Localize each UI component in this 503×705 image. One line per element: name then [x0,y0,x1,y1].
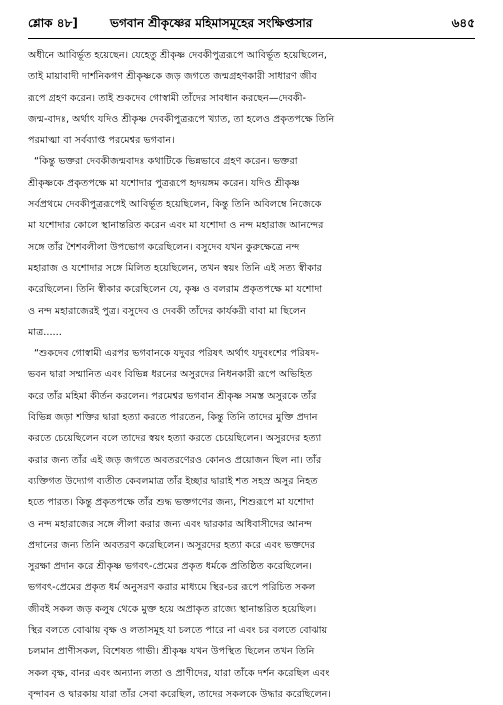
text-line: তাই মায়াবাদী দার্শনিকগণ শ্রীকৃষ্ণকে জড় জগতে জন্মগ্রহণকারী সাধারণ জীব [28,71,317,83]
text-line: সঙ্গে তাঁর শৈশবলীলা উপভোগ করেছিলেন। বসুদেব যখন কুরুক্ষেত্রে নন্দ [28,241,300,253]
text-line: বিভিন্ন জড়া শক্তির দ্বারা হত্যা করতে পারতেন, কিন্তু তিনি তাদের মুক্তি প্রদান [28,412,318,424]
text-line: বৃন্দাবন ও দ্বারকায় যারা তাঁর সেবা করেছিল, তাদের সকলকে উদ্ধার করেছিলেন। [28,688,331,700]
text-line: করেছিলেন। তিনি স্বীকার করেছিলেন যে, কৃষ্ণ ও বলরাম প্রকৃতপক্ষে মা যশোদা [28,284,323,296]
text-line: পরমাত্মা বা সর্বব্যাপ্ত পরমেশ্বর ভগবান। [28,135,175,147]
text-line: সর্বপ্রথমে দেবকীপুত্ররূপেই আবির্ভূত হয়েছিলেন, কিন্তু তিনি অবিলম্বে নিজেকে [28,199,322,211]
header-divider [28,38,475,39]
text-line: জন্ম-বাদঃ, অর্থাৎ যদিও শ্রীকৃষ্ণ দেবকীপুত্ররূপে খ্যাত, তা হলেও প্রকৃতপক্ষে তিনি [28,113,335,125]
paragraph [28,343,475,705]
text-line: ও নন্দ মহারাজেরই পুত্র। বসুদেব ও দেবকী তাঁদের কার্যকরী বাবা মা ছিলেন [28,305,306,317]
text-line: চলমান প্রাণীসকল, বিশেষত গাভী। শ্রীকৃষ্ণ যখন উপস্থিত ছিলেন তখন তিনি [28,646,315,658]
text-line: ব্যক্তিগত উদ্যোগ ব্যতীত কেবলমাত্র তাঁর ইচ্ছার দ্বারাই শত সহস্র অসুর নিহত [28,475,318,487]
text-line: মা যশোদার কোলে স্থানান্তরিত করেন এবং মা যশোদা ও নন্দ মহারাজ আনন্দের [28,220,324,232]
text-line: করতে চেয়েছিলেন বলে তাদের স্বয়ং হত্যা করতে চেয়েছিলেন। অসুরদের হত্যা [28,433,322,445]
text-line: ভগবৎ-প্রেমের প্রকৃত ধর্ম অনুসরণ করার মাধ্যমে স্থির-চর রূপে পরিচিত সকল [28,582,316,594]
text-line: মাত্র...... [28,326,62,338]
text-line: হতে পারত। কিন্তু প্রকৃতপক্ষে তাঁর শুদ্ধ ভক্তগণের জন্য, শিশুরূপে মা যশোদা [28,497,315,509]
verse-reference: শ্লোক ৪৮] [28,16,78,30]
text-line: ও নন্দ মহারাজের সঙ্গে লীলা করার জন্য এবং দ্বারকার অধিবাসীদের আনন্দ [28,518,312,530]
page-header [28,12,475,34]
paragraph [28,45,475,151]
page-number: ৬৪৫ [451,16,475,30]
text-line: জীবই সকল জড় কলুষ থেকে মুক্ত হয়ে অপ্রাকৃত রাজ্যে স্থানান্তরিত হয়েছিল। [28,603,317,615]
text-line: সকল বৃক্ষ, বানর এবং অন্যান্য লতা ও প্রাণীদের, যারা তাঁকে দর্শন করেছিল এবং [28,667,330,679]
text-line: রূপে গ্রহণ করেন। তাই শুকদেব গোস্বামী তাঁদের সাবধান করছেন—দেবকী- [28,92,306,104]
text-line: করে তাঁর মহিমা কীর্তন করলেন। পরমেশ্বর ভগবান শ্রীকৃষ্ণ সমস্ত অসুরকে তাঁর [28,390,317,402]
text-line: শ্রীকৃষ্ণকে প্রকৃতপক্ষে মা যশোদার পুত্ররূপে হৃদয়ঙ্গম করেন। যদিও শ্রীকৃষ্ণ [28,177,300,189]
text-line: করার জন্য তাঁর এই জড় জগতে অবতরণেরও কোনও প্রয়োজন ছিল না। তাঁর [28,454,322,466]
page-body [28,45,475,705]
text-line: স্থির বলতে বোঝায় বৃক্ষ ও লতাসমূহ যা চলতে পারে না এবং চর বলতে বোঝায় [28,625,328,637]
text-line: ভবন দ্বারা সম্মানিত এবং বিভিন্ন ধরনের অসুরদের নিধনকারী রূপে অভিহিত [28,369,313,381]
text-line: “কিন্তু ভক্তরা দেবকীজন্মবাদঃ কথাটিকে ভিন্নভাবে গ্রহণ করেন। ভক্তরা [34,156,298,168]
text-line: মহারাজ ও যশোদার সঙ্গে মিলিত হয়েছিলেন, তখন স্বয়ং তিনি এই সত্য স্বীকার [28,262,323,274]
paragraph [28,151,475,343]
text-line: সুরক্ষা প্রদান করে শ্রীকৃষ্ণ ভগবৎ-প্রেমের প্রকৃত ধর্মকে প্রতিষ্ঠিত করেছিলেন। [28,561,312,573]
text-line: প্রদানের জন্য তিনি অবতরণ করেছিলেন। অসুরদের হত্যা করে এবং ভক্তদের [28,539,316,551]
text-line: “শুকদেব গোস্বামী এরপর ভগবানকে যদুবর পরিষৎ অর্থাৎ যদুবংশের পরিষদ- [34,348,319,360]
text-line: অধীনে আবির্ভূত হয়েছেন। যেহেতু শ্রীকৃষ্ণ দেবকীপুত্ররূপে আবির্ভূত হয়েছিলেন, [28,50,327,61]
chapter-title: ভগবান শ্রীকৃষ্ণের মহিমাসমূহের সংক্ষিপ্তসার [110,16,313,30]
